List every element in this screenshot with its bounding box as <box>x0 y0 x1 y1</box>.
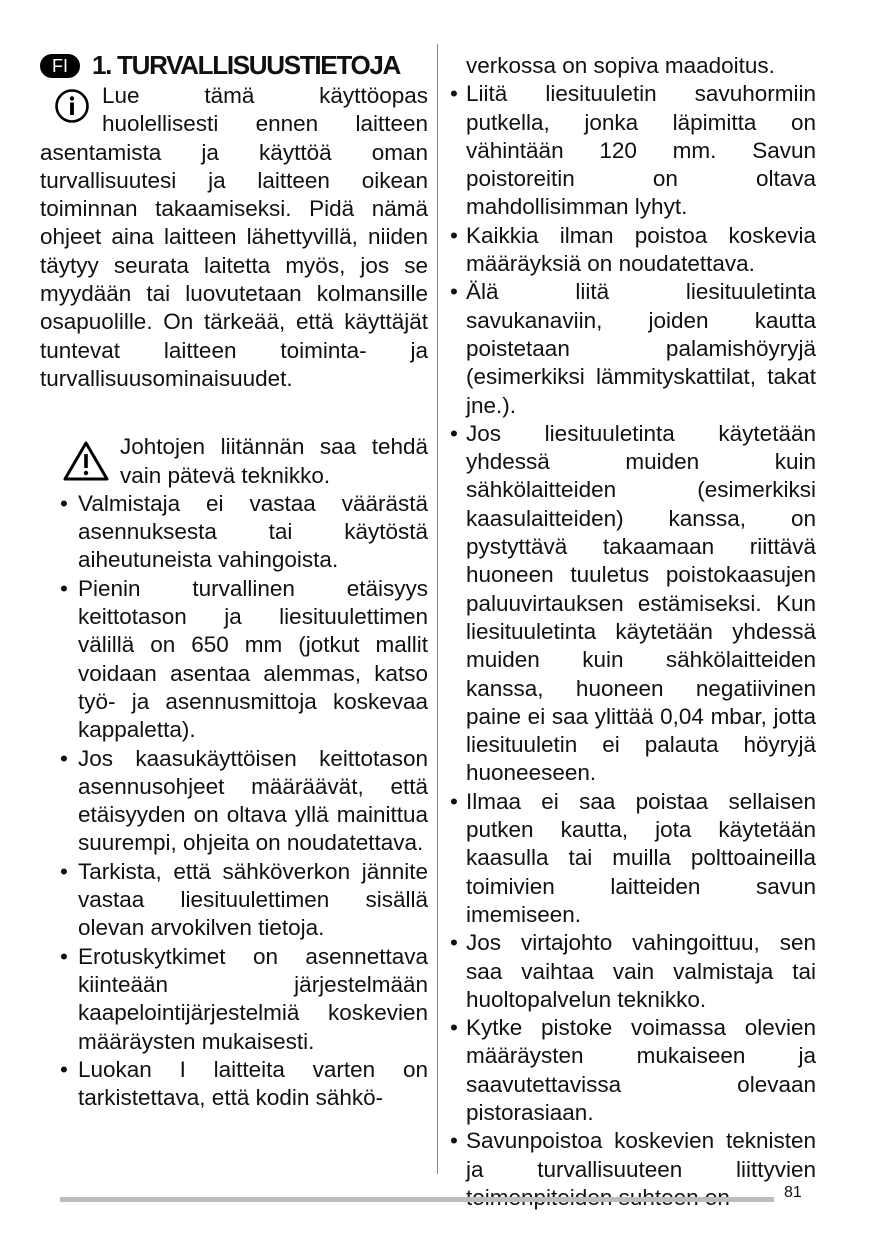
list-item: • Erotuskytkimet on asennettava kiinteään järjestelmään kaapelointijärjestelmiä koskevien määräysten mukaisesti. <box>40 943 428 1056</box>
right-column <box>448 52 816 1212</box>
left-column <box>40 48 428 1112</box>
list-item: • Tarkista, että sähköverkon jännite vastaa liesituulettimen sisällä olevan arvokilven tietoja. <box>40 858 428 943</box>
list-item: • Älä liitä liesituuletinta savukanaviin, joiden kautta poistetaan palamishöyryjä (esimerkiksi lämmityskattilat, takat jne.). <box>448 278 816 419</box>
list-item: • Valmistaja ei vastaa väärästä asennuksesta tai käytöstä aiheutuneista vahingoista. <box>40 490 428 575</box>
warning-text: Johtojen liitännän saa tehdä vain pätevä teknikko. <box>120 434 428 488</box>
list-item: • Kaikkia ilman poistoa koskevia määräyksiä on noudatettava. <box>448 222 816 279</box>
list-item: • Kytke pistoke voimassa olevien määräysten mukaiseen ja saavutettavissa olevaan pistorasiaan. <box>448 1014 816 1127</box>
continued-text: verkossa on sopiva maadoitus. <box>466 53 775 78</box>
list-item: • Pienin turvallinen etäisyys keittotason ja liesituulettimen välillä on 650 mm (jotkut mallit voidaan asentaa alemmas, katso työ- ja asennusmittoja koskevaa kappaletta). <box>40 575 428 745</box>
left-bullet-list <box>40 490 428 1113</box>
list-item: • Luokan I laitteita varten on tarkistettava, että kodin sähkö- <box>40 1056 428 1113</box>
section-title: 1. TURVALLISUUSTIETOJA <box>92 50 401 80</box>
intro-paragraph <box>40 82 428 393</box>
footer-rule <box>60 1197 774 1202</box>
list-item: • Jos liesituuletinta käytetään yhdessä muiden kuin sähkölaitteiden (esimerkiksi kaasulaitteiden) kanssa, on pystyttävä takaamaan riittävä huoneen tuuletus poistokaasujen paluuvirtauksen estämiseksi. Kun liesituuletinta käytetään yhdessä muiden kuin sähkölaitteiden kanssa, huoneen negatiivinen paine ei saa ylittää 0,04 mbar, jotta liesituuletin ei palauta höyryjä huoneeseen. <box>448 420 816 788</box>
language-badge: FI <box>40 54 80 78</box>
column-divider <box>437 44 438 1174</box>
list-item: • Liitä liesituuletin savuhormiin putkella, jonka läpimitta on vähintään 120 mm. Savun poistoreitin on oltava mahdollisimman lyhyt. <box>448 80 816 221</box>
right-bullet-list <box>448 80 816 1212</box>
list-item: • Ilmaa ei saa poistaa sellaisen putken kautta, jota käytetään kaasulla tai muilla polttoaineilla toimivien laitteiden savun imemiseen. <box>448 788 816 929</box>
list-item: • Jos virtajohto vahingoittuu, sen saa vaihtaa vain valmistaja tai huoltopalvelun teknikko. <box>448 929 816 1014</box>
warning-note <box>40 433 428 490</box>
page-number: 81 <box>784 1184 802 1201</box>
intro-text: Lue tämä käyttöopas huolellisesti ennen laitteen asentamista ja käyttöä oman turvallisuutesi ja laitteen oikean toiminnan takaamiseksi. Pidä nämä ohjeet aina laitteen lähettyvillä, niiden täytyy seurata laitetta myös, jos se myydään tai luovutetaan kolmansille osapuolille. On tärkeää, että käyttäjät tuntevat laitteen toiminta- ja turvallisuusominaisuudet. <box>40 83 428 391</box>
section-header <box>40 48 428 80</box>
list-item: • Jos kaasukäyttöisen keittotason asennusohjeet määräävät, että etäisyyden on oltava yllä mainittua suurempi, ohjeita on noudatettava. <box>40 745 428 858</box>
list-item: • Savunpoistoa koskevien teknisten ja turvallisuuteen liittyvien <box>448 1127 816 1212</box>
info-icon <box>54 88 92 124</box>
warning-icon <box>62 439 110 483</box>
